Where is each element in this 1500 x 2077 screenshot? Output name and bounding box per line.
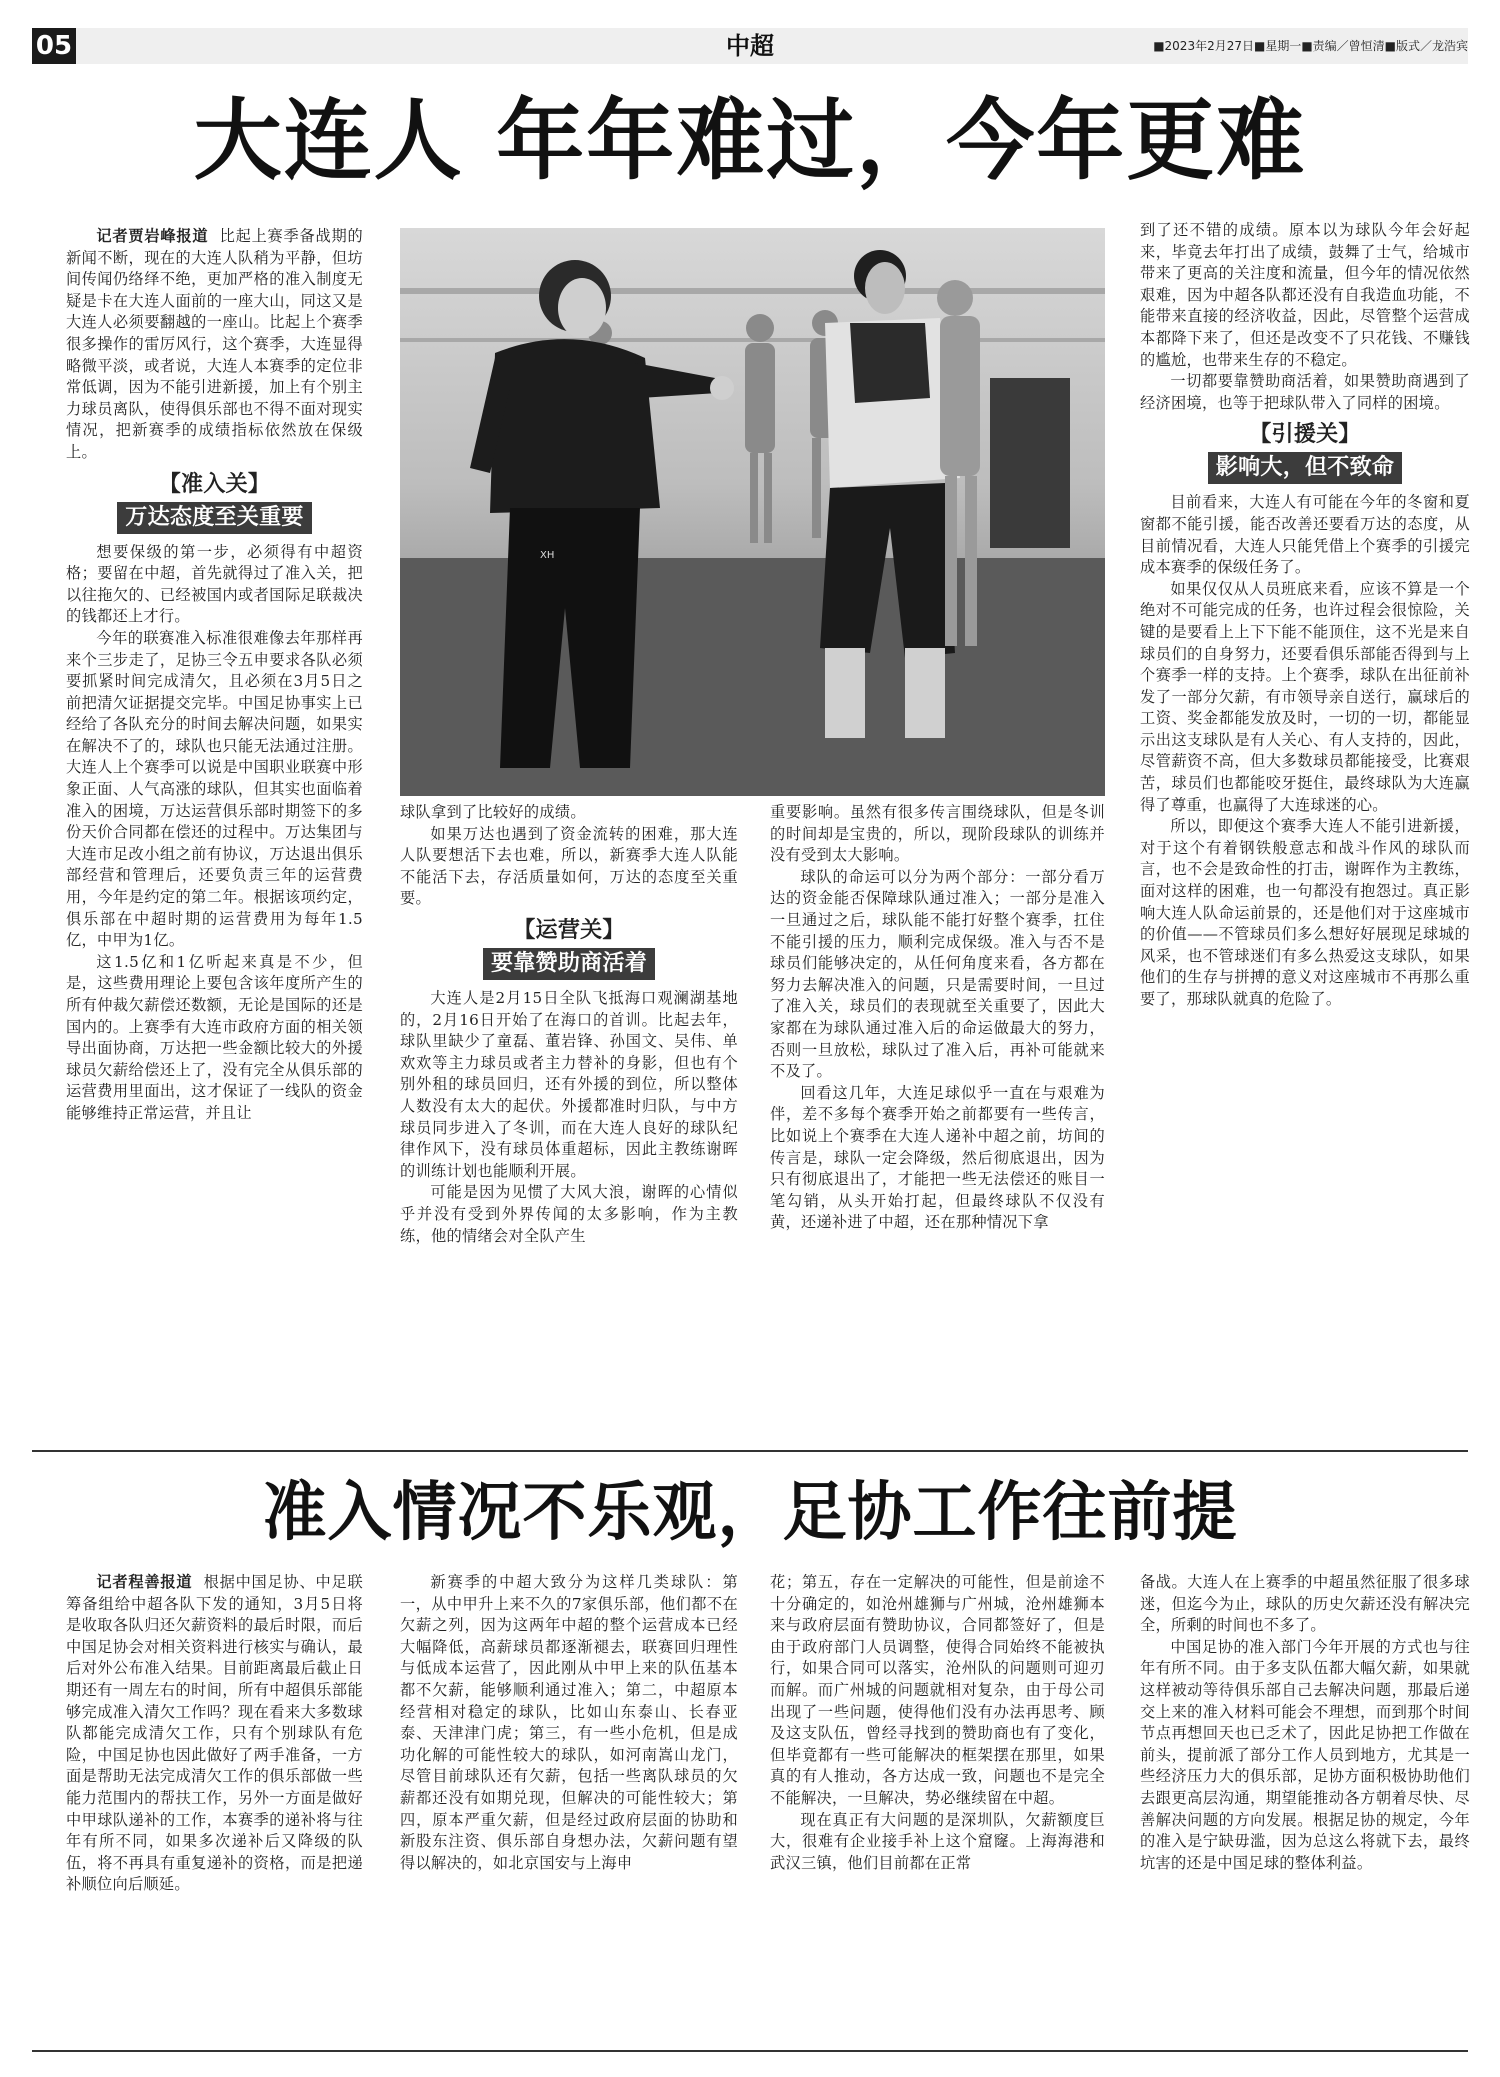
- subhead-operation: [400, 916, 738, 980]
- paragraph: 想要保级的第一步，必须得有中超资格；要留在中超，首先就得过了准入关，把以往拖欠的、已经被国内或者国际足联裁决的钱都还上才行。: [66, 542, 363, 626]
- page-number: 05: [32, 28, 76, 64]
- article1-col1: [66, 226, 363, 1125]
- paragraph: 备战。大连人在上赛季的中超虽然征服了很多球迷，但迄今为止，球队的历史欠薪还没有解决完全，所剩的时间也不多了。: [1140, 1573, 1470, 1635]
- article2-col1: [66, 1572, 363, 1896]
- paragraph: 可能是因为见惯了大风大浪，谢晖的心情似乎并没有受到外界传闻的太多影响，作为主教练，他的情绪会对全队产生: [400, 1183, 738, 1245]
- paragraph: 这1.5亿和1亿听起来真是不少，但是，这些费用理论上要包含该年度所产生的所有仲裁欠薪偿还数额，无论是国际的还是国内的。上赛季有大连市政府方面的相关领导出面协商，万达把一些金额比较大的外援球员欠薪给偿还上了，没有完全从俱乐部的运营费用里面出，这才保证了一线队的资金能够维持正常运营，并且让: [66, 952, 363, 1122]
- paragraph: 如果仅仅从人员班底来看，应该不算是一个绝对不可能完成的任务，也许过程会很惊险，关键的是要看上上下下能不能顶住，这不光是来自球员们的自身努力，还要看俱乐部能否得到与上个赛季一样的支持。上个赛季，球队在出征前补发了一部分欠薪，有市领导亲自送行，赢球后的工资、奖金都能发放及时，一切的一切，都能显示出这支球队是有人关心、有人支持的，因此，尽管薪资不高，但大多数球员都能接受，比赛艰苦，球员们也都能咬牙挺住，最终球队为大连赢得了尊重，也赢得了大连球迷的心。: [1140, 579, 1470, 814]
- article1-headline: 大连人 年年难过，今年更难: [193, 89, 1307, 192]
- paragraph: 中国足协的准入部门今年开展的方式也与往年有所不同。由于多支队伍都大幅欠薪，如果就这样被动等待俱乐部自己去解决问题，那最后递交上来的准入材料可能会不理想，而到那个时间节点再想回天也已乏术了，因此足协把工作做在前头，提前派了部分工作人员到地方，尤其是一些经济压力大的俱乐部，足协方面积极协助他们去跟更高层沟通，期望能推动各方朝着尽快、尽善解决问题的方向发展。根据足协的规定，今年的准入是宁缺毋滥，因为总这么将就下去，最终坑害的还是中国足球的整体利益。: [1140, 1637, 1470, 1872]
- article1-byline: 记者贾岩峰报道: [96, 227, 209, 245]
- article2-col4: [1140, 1572, 1470, 1874]
- training-photo: [400, 228, 1105, 796]
- article2-byline: 记者程善报道: [96, 1573, 193, 1591]
- paragraph: 新赛季的中超大致分为这样几类球队：第一，从中甲升上来不久的7家俱乐部，他们都不在欠薪之列，因为这两年中超的整个运营成本已经大幅降低，高薪球员都逐渐褪去，联赛回归理性与低成本运营了，因此刚从中甲上来的队伍基本都不欠薪，能够顺利通过准入；第二，中超原本经营相对稳定的球队，比如山东泰山、长春亚泰、天津津门虎；第三，有一些小危机，但是成功化解的可能性较大的球队，如河南嵩山龙门，尽管目前球队还有欠薪，包括一些离队球员的欠薪都还没有如期兑现，但解决的可能性较大；第四，原本严重欠薪，但是经过政府层面的协助和新股东注资、俱乐部自身想办法，欠薪问题有望得以解决的，如北京国安与上海申: [400, 1573, 738, 1872]
- paragraph: 一切都要靠赞助商活着，如果赞助商遇到了经济困境，也等于把球队带入了同样的困境。: [1140, 372, 1470, 412]
- subhead-label: 【运营关】: [513, 917, 625, 943]
- paragraph: 目前看来，大连人有可能在今年的冬窗和夏窗都不能引援，能否改善还要看万达的态度，从目前情况看，大连人只能凭借上个赛季的引援完成本赛季的保级任务了。: [1140, 493, 1470, 577]
- paragraph: 比起上赛季备战期的新闻不断，现在的大连人队稍为平静，但坊间传闻仍络绎不绝，更加严格的准入制度无疑是卡在大连人面前的一座大山，同这又是大连人必须要翻越的一座山。比起上个赛季很多操作的雷厉风行，这个赛季，大连显得略微平淡，或者说，大连人本赛季的定位非常低调，因为不能引进新援，加上有个别主力球员离队，使得俱乐部也不得不面对现实情况，把新赛季的成绩指标依然放在保级上。: [66, 227, 363, 461]
- article1-col4: [1140, 220, 1470, 1011]
- paragraph: 根据中国足协、中足联筹备组给中超各队下发的通知，3月5日将是收取各队归还欠薪资料的最后时限，而后中国足协会对相关资料进行核实与确认，最后对外公布准入结果。目前距离最后截止日期还有一周左右的时间，所有中超俱乐部能够完成准入清欠工作吗？现在看来大多数球队都能完成清欠工作，只有个别球队有危险，中国足协也因此做好了两手准备，一方面是帮助无法完成清欠工作的俱乐部做一些能力范围内的帮扶工作，另外一方面是做好中甲球队递补的工作，本赛季的递补将与往年有所不同，如果多次递补后又降级的队伍，将不再具有重复递补的资格，而是把递补顺位向后顺延。: [66, 1573, 363, 1894]
- article2-col3: [770, 1572, 1105, 1874]
- subhead-entry: [66, 470, 363, 534]
- paragraph: 今年的联赛准入标准很难像去年那样再来个三步走了，足协三令五申要求各队必须要抓紧时间完成清欠，且必须在3月5日之前把清欠证据提交完毕。中国足协事实上已经给了各队充分的时间去解决问题，如果实在解决不了的，球队也只能无法通过注册。大连人上个赛季可以说是中国职业联赛中形象正面、人气高涨的球队，但其实也面临着准入的困境，万达运营俱乐部时期签下的多份天价合同都在偿还的过程中。万达集团与大连市足改小组之前有协议，万达退出俱乐部经营和管理后，还要负责三年的运营费用，今年是约定的第二年。根据该项约定，俱乐部在中超时期的运营费用为每年1.5亿，中甲为1亿。: [66, 628, 363, 950]
- subhead-signing: [1140, 420, 1470, 484]
- article1-col3: [770, 802, 1105, 1234]
- section-title: 中超: [726, 32, 774, 60]
- article-divider: [32, 1450, 1468, 1452]
- paragraph: 重要影响。虽然有很多传言围绕球队，但是冬训的时间却是宝贵的，所以，现阶段球队的训练并没有受到太大影响。: [770, 803, 1105, 865]
- article2-col2: [400, 1572, 738, 1874]
- subhead-banner: 万达态度至关重要: [117, 502, 311, 534]
- paragraph: 花；第五，存在一定解决的可能性，但是前途不十分确定的，如沧州雄狮与广州城，沧州雄狮本来与政府层面有赞助协议，合同都签好了，但是由于政府部门人员调整，使得合同始终不能被执行，如果合同可以落实，沧州队的问题则可迎刃而解。而广州城的问题就相对复杂，由于母公司出现了一些问题，使得他们没有办法再思考、顾及这支队伍，曾经寻找到的赞助商也有了变化，但毕竟都有一些可能解决的框架摆在那里，如果真的有人推动，各方达成一致，问题也不是完全不能解决，一旦解决，势必继续留在中超。: [770, 1573, 1105, 1807]
- subhead-banner: 影响大，但不致命: [1208, 452, 1402, 484]
- training-photo-graphic: [400, 228, 1105, 796]
- subhead-label: 【准入关】: [158, 471, 271, 497]
- subhead-label: 【引援关】: [1249, 422, 1361, 448]
- paragraph: 回看这几年，大连足球似乎一直在与艰难为伴，差不多每个赛季开始之前都要有一些传言，比如说上个赛季在大连人递补中超之前，坊间的传言是，球队一定会降级，然后彻底退出，因为只有彻底退出了，才能把一些无法偿还的账目一笔勾销，从头开始打起，但最终球队不仅没有黄，还递补进了中超，还在那种情况下拿: [770, 1083, 1105, 1232]
- bottom-rule: [32, 2050, 1468, 2052]
- paragraph: 现在真正有大问题的是深圳队，欠薪额度巨大，很难有企业接手补上这个窟窿。上海海港和武汉三镇，他们目前都在正常: [770, 1810, 1105, 1872]
- paragraph: 如果万达也遇到了资金流转的困难，那大连人队要想活下去也难，所以，新赛季大连人队能不能活下去，存活质量如何，万达的态度至关重要。: [400, 824, 738, 908]
- dateline: ■2023年2月27日■星期一■责编／曾恒清■版式／龙浩宾: [1153, 39, 1468, 53]
- article2-headline: 准入情况不乐观，足协工作往前提: [262, 1476, 1238, 1550]
- paragraph: 大连人是2月15日全队飞抵海口观澜湖基地的，2月16日开始了在海口的首训。比起去年，球队里缺少了童磊、董岩锋、孙国文、吴伟、单欢欢等主力球员或者主力替补的身影，但也有个别外租的球员回归，还有外援的到位，所以整体人数没有太大的起伏。外援都准时归队，与中方球员同步进入了冬训，而在大连人良好的球队纪律作风下，没有球员体重超标，因此主教练谢晖的训练计划也能顺利开展。: [400, 988, 738, 1180]
- shirt-text: XH: [540, 550, 555, 561]
- paragraph: 球队的命运可以分为两个部分：一部分看万达的资金能否保障球队通过准入；一部分是准入一旦通过之后，球队能不能打好整个赛季，扛住不能引援的压力，顺利完成保级。准入与否不是球员们能够决定的，从任何角度来看，各方都在努力去解决准入的问题，只是需要时间，一旦过了准入关，球员们的表现就至关重要了，因此大家都在为球队通过准入后的命运做最大的努力，否则一旦放松，球队过了准入后，再补可能就来不及了。: [770, 867, 1105, 1081]
- article1-col2: [400, 802, 738, 1247]
- subhead-banner: 要靠赞助商活着: [483, 948, 655, 980]
- paragraph: 所以，即便这个赛季大连人不能引进新援，对于这个有着钢铁般意志和战斗作风的球队而言，也不会是致命性的打击，谢晖作为主教练，面对这样的困难，也一句都没有抱怨过。真正影响大连人队命运前景的，还是他们对于这座城市的价值——不管球员们多么想好好展现足球城的风采，也不管球迷们有多么热爱这支球队，如果他们的生存与拼搏的意义对这座城市不再那么重要了，那球队就真的危险了。: [1140, 817, 1470, 1008]
- paragraph: 到了还不错的成绩。原本以为球队今年会好起来，毕竟去年打出了成绩，鼓舞了士气，给城市带来了更高的关注度和流量，但今年的情况依然艰难，因为中超各队都还没有自我造血功能，不能带来直接的经济收益，因此，尽管整个运营成本都降下来了，但还是改变不了只花钱、不赚钱的尴尬，也带来生存的不稳定。: [1140, 221, 1470, 369]
- paragraph: 球队拿到了比较好的成绩。: [400, 803, 586, 821]
